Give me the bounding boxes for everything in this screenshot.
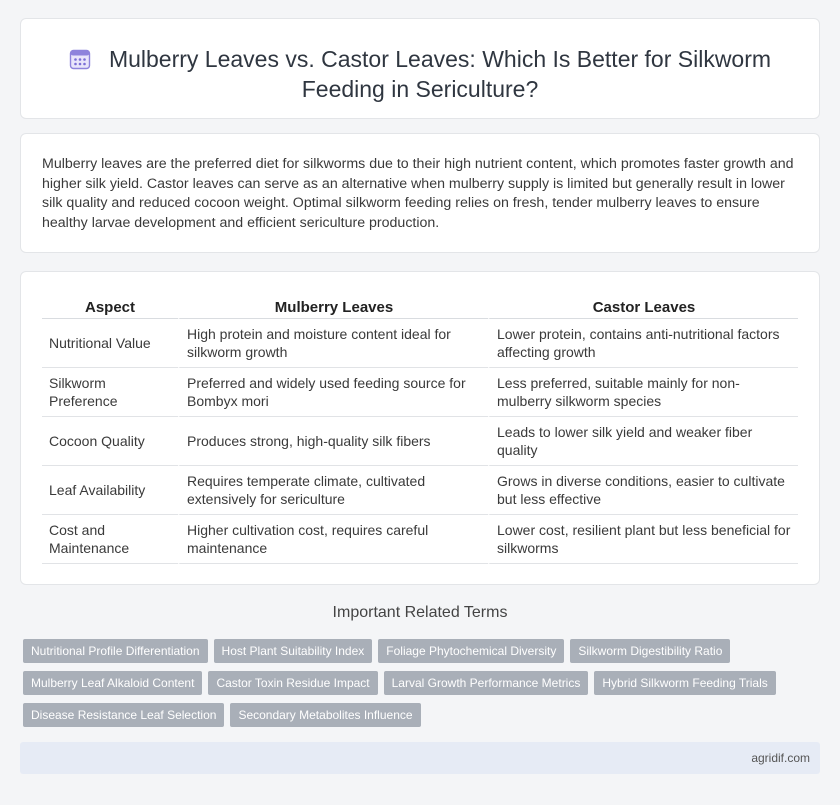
comparison-table [42, 296, 798, 564]
cell-aspect: Cocoon Quality [42, 417, 178, 466]
intro-card [20, 133, 820, 253]
cell-aspect: Cost and Maintenance [42, 515, 178, 564]
related-term-tag[interactable]: Hybrid Silkworm Feeding Trials [594, 671, 775, 695]
related-term-tag[interactable]: Secondary Metabolites Influence [230, 703, 420, 727]
title-card [20, 18, 820, 119]
cell-castor: Grows in diverse conditions, easier to cultivate but less effective [488, 466, 798, 515]
related-terms-list [23, 639, 813, 727]
header-aspect: Aspect [42, 296, 178, 319]
header-mulberry: Mulberry Leaves [178, 296, 488, 319]
related-term-tag[interactable]: Mulberry Leaf Alkaloid Content [23, 671, 202, 695]
related-term-tag[interactable]: Silkworm Digestibility Ratio [570, 639, 730, 663]
table-row [42, 515, 798, 564]
header-castor: Castor Leaves [488, 296, 798, 319]
comparison-card [20, 271, 820, 585]
related-term-tag[interactable]: Foliage Phytochemical Diversity [378, 639, 564, 663]
title-block [61, 44, 779, 104]
cell-aspect: Nutritional Value [42, 319, 178, 368]
cell-mulberry: Produces strong, high-quality silk fibers [178, 417, 488, 466]
cell-castor: Lower cost, resilient plant but less beneficial for silkworms [488, 515, 798, 564]
cell-castor: Leads to lower silk yield and weaker fiber quality [488, 417, 798, 466]
table-row [42, 319, 798, 368]
cell-aspect: Silkworm Preference [42, 368, 178, 417]
cell-mulberry: High protein and moisture content ideal for silkworm growth [178, 319, 488, 368]
cell-castor: Less preferred, suitable mainly for non-mulberry silkworm species [488, 368, 798, 417]
cell-aspect: Leaf Availability [42, 466, 178, 515]
related-term-tag[interactable]: Larval Growth Performance Metrics [384, 671, 589, 695]
related-term-tag[interactable]: Castor Toxin Residue Impact [208, 671, 377, 695]
related-terms-heading: Important Related Terms [332, 604, 508, 621]
table-row [42, 417, 798, 466]
intro-paragraph: Mulberry leaves are the preferred diet for silkworms due to their high nutrient content, which promotes faster growth and higher silk yield. Castor leaves can serve as an alternative when mulberry supply is limited but generally result in lower silk quality and reduced cocoon weight. Optimal silkworm feeding relies on fresh, tender mulberry leaves to ensure healthy larvae development and efficient sericulture production. [42, 156, 794, 231]
cell-mulberry: Requires temperate climate, cultivated extensively for sericulture [178, 466, 488, 515]
page-title: Mulberry Leaves vs. Castor Leaves: Which Is Better for Silkworm Feeding in Sericulture? [108, 46, 772, 102]
cell-castor: Lower protein, contains anti-nutritional factors affecting growth [488, 319, 798, 368]
table-header-row [42, 296, 798, 319]
cell-mulberry: Preferred and widely used feeding source for Bombyx mori [178, 368, 488, 417]
cell-mulberry: Higher cultivation cost, requires careful maintenance [178, 515, 488, 564]
related-term-tag[interactable]: Disease Resistance Leaf Selection [23, 703, 224, 727]
related-term-tag[interactable]: Nutritional Profile Differentiation [23, 639, 208, 663]
footer-site-link[interactable]: agridif.com [751, 751, 810, 765]
footer-bar [20, 742, 820, 774]
calendar-grid-icon [69, 48, 91, 70]
table-row [42, 368, 798, 417]
table-row [42, 466, 798, 515]
related-term-tag[interactable]: Host Plant Suitability Index [214, 639, 373, 663]
